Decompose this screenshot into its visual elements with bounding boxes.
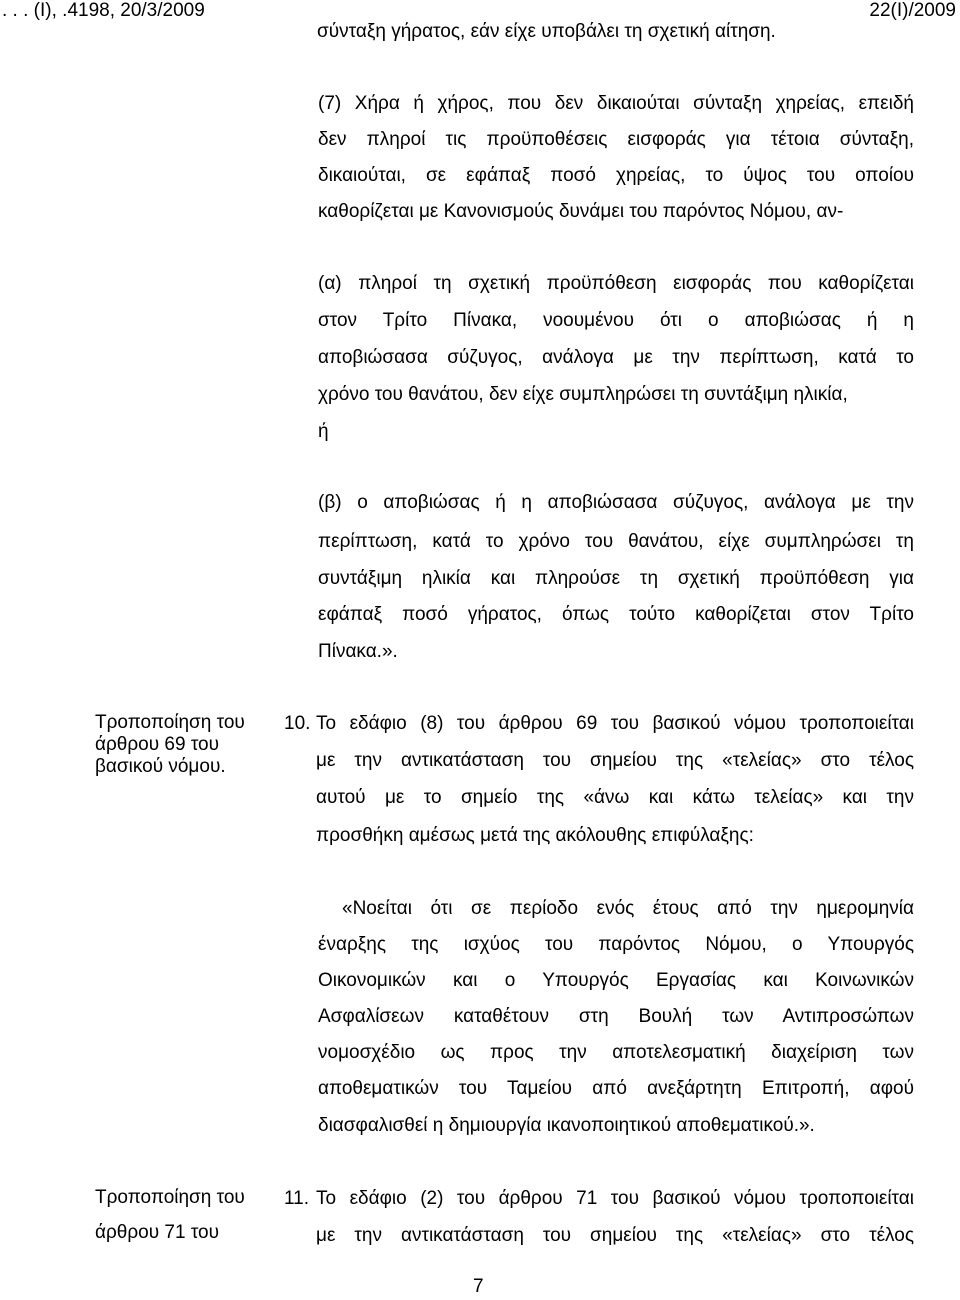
paragraph-line: καθορίζεται με Κανονισμούς δυνάμει του παρόντος Νόμου, αν-: [318, 201, 844, 222]
proviso-line: αποθεματικών του Ταμείου από ανεξάρτητη Επιτροπή, αφού: [318, 1078, 914, 1099]
proviso-line: νομοσχέδιο ως προς την αποτελεσματική διαχείριση των: [318, 1042, 914, 1063]
section-number: 11.: [284, 1188, 310, 1209]
header-right: 22(Ι)/2009: [869, 0, 956, 21]
proviso-line: Ασφαλίσεων καταθέτουν στη Βουλή των Αντιπροσώπων: [318, 1006, 914, 1027]
margin-note-line: άρθρου 71 του: [95, 1222, 220, 1243]
section-line: με την αντικατάσταση του σημείου της «τελείας» στο τέλος: [316, 1225, 914, 1246]
section-line: με την αντικατάσταση του σημείου της «τελείας» στο τέλος: [316, 750, 914, 771]
item-line: (α) πληροί τη σχετική προϋπόθεση εισφοράς που καθορίζεται: [318, 273, 914, 294]
item-line: ή: [318, 421, 329, 442]
margin-note-line: Τροποποίηση του: [95, 1187, 245, 1208]
paragraph-line: (7) Χήρα ή χήρος, που δεν δικαιούται σύνταξη χηρείας, επειδή: [318, 93, 914, 114]
margin-note-section-10: [95, 712, 245, 778]
proviso-line: έναρξης της ισχύος του παρόντος Νόμου, ο Υπουργός: [318, 934, 914, 955]
item-line: περίπτωση, κατά το χρόνο του θανάτου, είχε συμπληρώσει τη: [318, 531, 914, 552]
item-line: αποβιώσασα σύζυγος, ανάλογα με την περίπτωση, κατά το: [318, 347, 914, 368]
margin-note-line: Τροποποίηση του: [95, 712, 245, 733]
paragraph-line: δεν πληροί τις προϋποθέσεις εισφοράς για τέτοια σύνταξη,: [318, 129, 914, 150]
section-line: αυτού με το σημείο της «άνω και κάτω τελείας» και την: [316, 787, 914, 808]
proviso-line: Οικονομικών και ο Υπουργός Εργασίας και Κοινωνικών: [318, 970, 914, 991]
item-line: συντάξιμη ηλικία και πληρούσε τη σχετική προϋπόθεση για: [318, 568, 914, 589]
proviso-line: «Νοείται ότι σε περίοδο ενός έτους από την ημερομηνία: [342, 898, 914, 919]
margin-note-section-11: [95, 1187, 245, 1244]
section-line: Το εδάφιο (2) του άρθρου 71 του βασικού νόμου τροποποιείται: [316, 1188, 914, 1209]
section-line: Το εδάφιο (8) του άρθρου 69 του βασικού νόμου τροποποιείται: [316, 713, 914, 734]
item-line: χρόνο του θανάτου, δεν είχε συμπληρώσει τη συντάξιμη ηλικία,: [318, 384, 848, 405]
proviso-line: διασφαλισθεί η δημιουργία ικανοποιητικού αποθεματικού.».: [318, 1115, 815, 1136]
page-number: 7: [473, 1276, 484, 1297]
section-line: προσθήκη αμέσως μετά της ακόλουθης επιφύλαξης:: [316, 825, 754, 846]
margin-note-line: βασικού νόμου.: [95, 756, 226, 777]
paragraph-line: δικαιούται, σε εφάπαξ ποσό χηρείας, το ύψος του οποίου: [318, 165, 914, 186]
running-line: σύνταξη γήρατος, εάν είχε υποβάλει τη σχετική αίτηση.: [317, 21, 776, 42]
margin-note-line: άρθρου 69 του: [95, 734, 220, 755]
header-left: . . . (Ι), .4198, 20/3/2009: [2, 0, 205, 21]
section-number: 10.: [284, 713, 311, 734]
item-line: εφάπαξ ποσό γήρατος, όπως τούτο καθορίζεται στον Τρίτο: [318, 604, 914, 625]
item-line: στον Τρίτο Πίνακα, νοουμένου ότι ο αποβιώσας ή η: [318, 310, 914, 331]
item-line: Πίνακα.».: [318, 641, 398, 662]
item-line: (β) ο αποβιώσας ή η αποβιώσασα σύζυγος, ανάλογα με την: [318, 492, 914, 513]
